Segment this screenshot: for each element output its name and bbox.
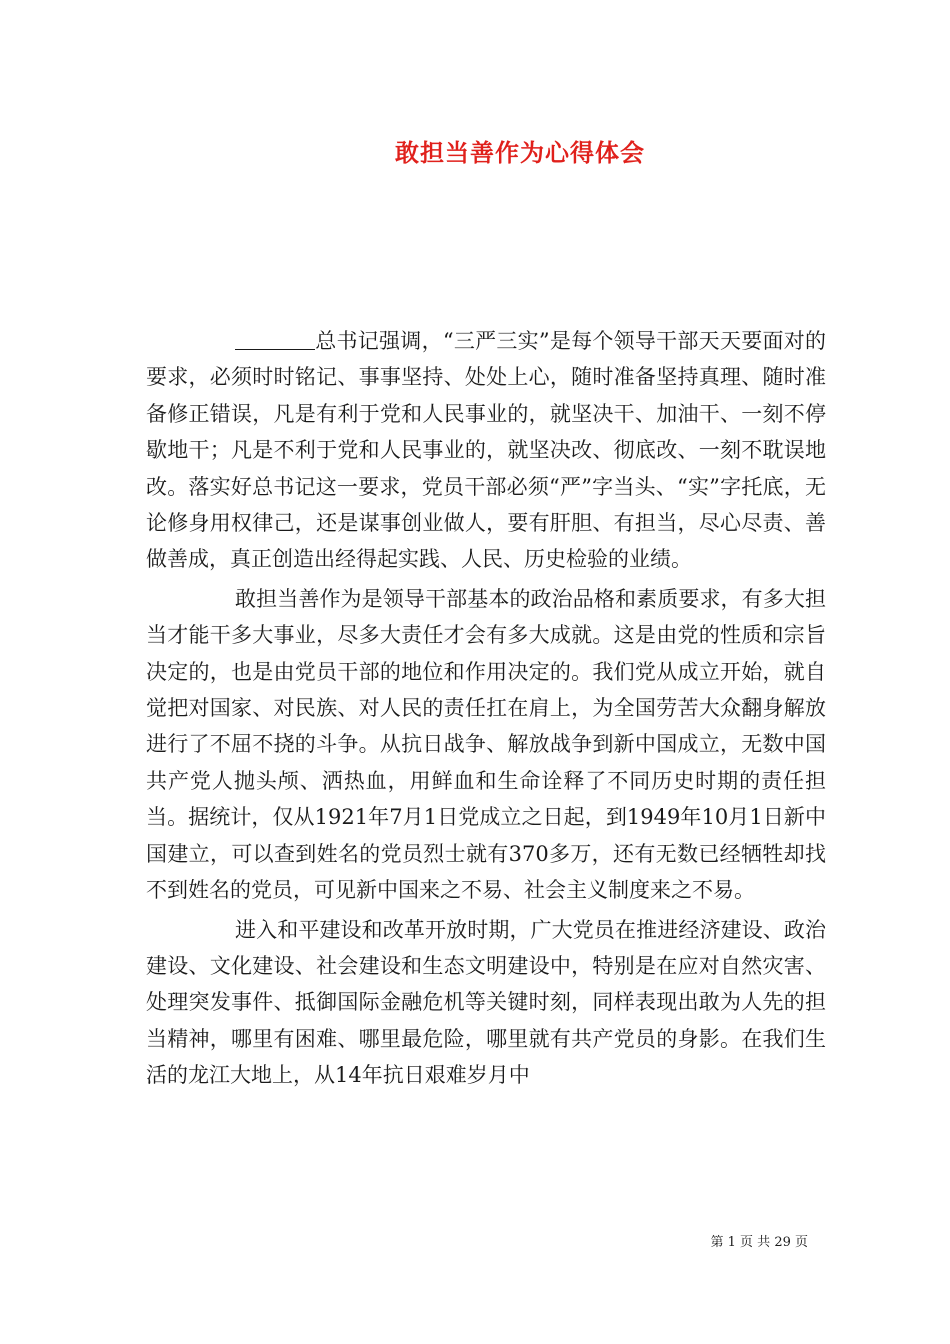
document-title: 敢担当善作为心得体会 [395,138,645,167]
paragraph-1 [146,323,826,578]
blank-underline [235,329,315,350]
document-body [146,323,826,1097]
paragraph-1-text: 总书记强调，“三严三实”是每个领导干部天天要面对的要求，必须时时铭记、事事坚持、处处上心，随时准备坚持真理、随时准备修正错误，凡是有利于党和人民事业的，就坚决干、加油干、一刻不停歇地干；凡是不利于党和人民事业的，就坚决改、彻底改、一刻不耽误地改。落实好总书记这一要求，党员干部必须“严”字当头、“实”字托底，无论修身用权律己，还是谋事创业做人，要有肝胆、有担当，尽心尽责、善做善成，真正创造出经得起实践、人民、历史检验的业绩。 [146,329,826,572]
page-number-footer: 第 1 页 共 29 页 [710,1235,808,1250]
paragraph-3: 进入和平建设和改革开放时期，广大党员在推进经济建设、政治建设、文化建设、社会建设和生态文明建设中，特别是在应对自然灾害、处理突发事件、抵御国际金融危机等关键时刻，同样表现出敢为人先的担当精神，哪里有困难、哪里最危险，哪里就有共产党员的身影。在我们生活的龙江大地上，从14年抗日艰难岁月中 [146,917,826,1088]
paragraph-2: 敢担当善作为是领导干部基本的政治品格和素质要求，有多大担当才能干多大事业，尽多大责任才会有多大成就。这是由党的性质和宗旨决定的，也是由党员干部的地位和作用决定的。我们党从成立开始，就自觉把对国家、对民族、对人民的责任扛在肩上，为全国劳苦大众翻身解放进行了不屈不挠的斗争。从抗日战争、解放战争到新中国成立，无数中国共产党人抛头颅、洒热血，用鲜血和生命诠释了不同历史时期的责任担当。据统计，仅从1921年7月1日党成立之日起，到1949年10月1日新中国建立，可以查到姓名的党员烈士就有370多万，还有无数已经牺牲却找不到姓名的党员，可见新中国来之不易、社会主义制度来之不易。 [146,586,826,903]
